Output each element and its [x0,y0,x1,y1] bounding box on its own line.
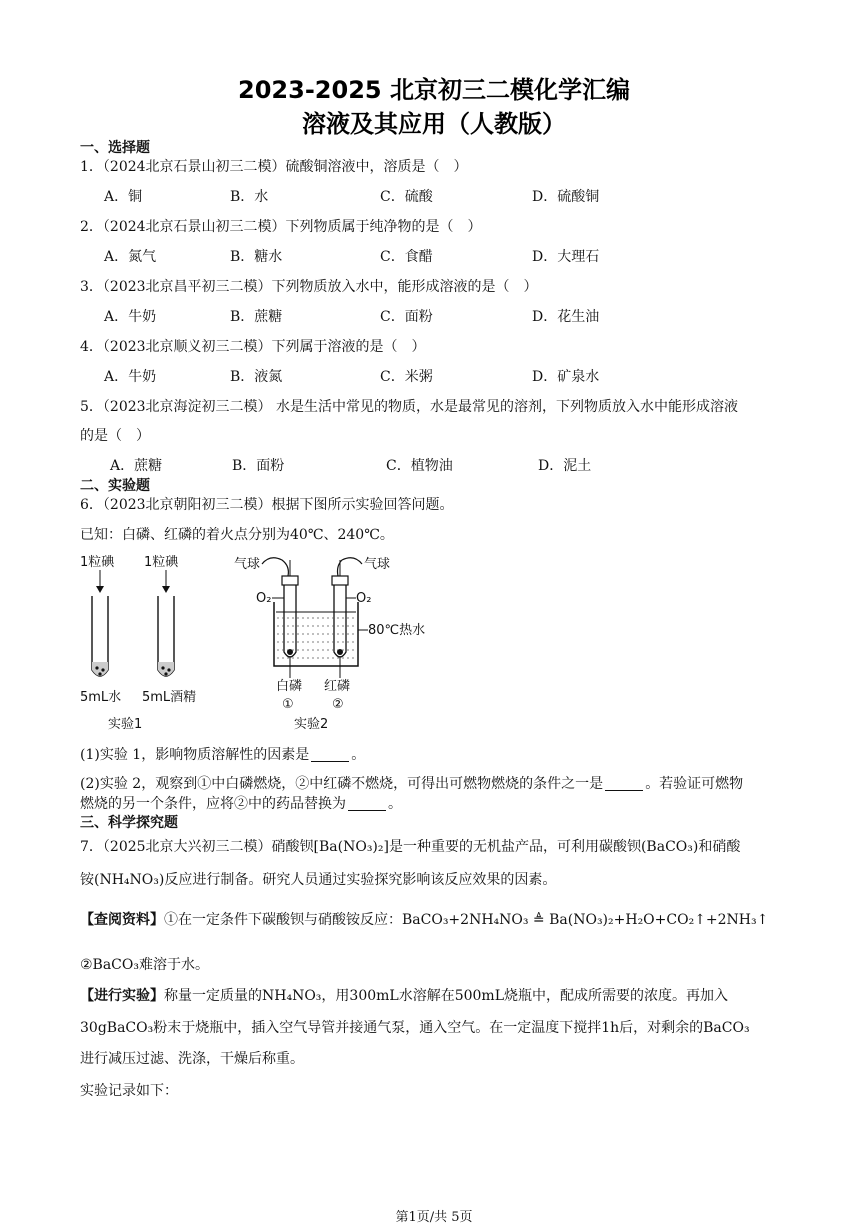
q5-option-a: A．蔗糖 [110,458,163,474]
stopper-right [332,576,348,585]
marker-1: ① [282,697,294,712]
question-6-stem: 6．（2023北京朝阳初三二模）根据下图所示实验回答问题。 [80,497,454,513]
stopper-left [282,576,298,585]
experiment-procedure-label: 【进行实验】 [80,988,164,1004]
section-heading-experiment: 二、实验题 [80,478,150,494]
section-heading-choice: 一、选择题 [80,140,150,156]
page-footer: 第1页/共 5页 [395,1210,473,1225]
q6-part2-end: 。 [388,796,402,812]
experiment-record-label: 实验记录如下： [80,1083,178,1099]
experiment-procedure-line1 [80,985,728,1005]
answer-blank[interactable] [605,776,643,791]
q3-option-a: A．牛奶 [104,309,157,325]
question-4-options [104,366,744,386]
section-heading-inquiry: 三、科学探究题 [80,815,178,831]
q6-part2-mid: 。若验证可燃物 [645,776,744,792]
question-7-line1: 7．（2025北京大兴初三二模）硝酸钡[Ba(NO₃)₂]是一种重要的无机盐产品，可利用碳酸钡(BaCO₃)和硝酸 [80,839,741,855]
tube2-top-label: 1粒碘 [144,555,179,570]
q1-option-a: A．铜 [104,189,143,205]
reaction-tube-2 [334,585,346,657]
question-3-stem: 3．（2023北京昌平初三二模）下列物质放入水中，能形成溶液的是（ ） [80,279,538,295]
balloon-left [262,558,288,576]
q4-option-b: B．液氮 [230,369,283,385]
q5-option-d: D．泥土 [538,458,592,474]
balloon-right-label: 气球 [364,557,391,572]
question-6-known: 已知：白磷、红磷的着火点分别为40℃、240℃。 [80,527,394,543]
question-1-stem: 1．（2024北京石景山初三二模）硫酸铜溶液中，溶质是（ ） [80,159,468,175]
question-7-line2: 铵(NH₄NO₃)反应进行制备。研究人员通过实验探究影响该反应效果的因素。 [80,872,557,888]
q1-option-b: B．水 [230,189,269,205]
question-6-part-1 [80,744,365,764]
experiment-2-label: 实验2 [294,717,329,732]
question-5-stem-line1: 5．（2023北京海淀初三二模） 水是生活中常见的物质，水是最常见的溶剂，下列物质放入水中能形成溶液 [80,399,738,415]
page-title-line1: 2023-2025 北京初三二模化学汇编 [238,76,630,104]
q4-option-c: C．米粥 [380,369,433,385]
balloon-left-label: 气球 [234,557,261,572]
procedure-text-1: 称量一定质量的NH₄NO₃，用300mL水溶解在500mL烧瓶中，配成所需要的浓度。再加入 [164,988,728,1004]
white-phosphorus-label: 白磷 [276,679,303,694]
balloon-right [338,558,363,576]
o2-left-label: O₂ [256,591,272,606]
q6-part1-text: (1)实验 1，影响物质溶解性的因素是 [80,747,310,763]
question-2-stem: 2．（2024北京石景山初三二模）下列物质属于纯净物的是（ ） [80,219,482,235]
q2-option-d: D．大理石 [532,249,600,265]
q4-option-a: A．牛奶 [104,369,157,385]
q6-part1-end: 。 [351,747,366,763]
answer-blank[interactable] [348,796,386,811]
q1-option-c: C．硫酸 [380,189,433,205]
question-5-stem-line2: 的是（ ） [80,428,150,444]
reaction-tube-1 [284,585,296,657]
tube1-top-label: 1粒碘 [80,555,115,570]
q6-part2-text: (2)实验 2，观察到①中白磷燃烧，②中红磷不燃烧，可得出可燃物燃烧的条件之一是 [80,776,604,792]
reaction-equation: ①在一定条件下碳酸钡与硝酸铵反应：BaCO₃+2NH₄NO₃ ≜ Ba(NO₃)₂+H₂O+CO₂↑+2NH₃↑ [164,912,769,928]
tube2-bottom-label: 5mL酒精 [142,690,197,705]
question-6-part-2-line1 [80,773,743,793]
q3-option-d: D．花生油 [532,309,600,325]
q2-option-c: C．食醋 [380,249,433,265]
o2-right-label: O₂ [356,591,372,606]
q2-option-a: A．氮气 [104,249,157,265]
reference-info-label: 【查阅资料】 [80,912,164,928]
page-title-line2: 溶液及其应用（人教版） [302,110,566,138]
tube1-bottom-label: 5mL水 [80,690,122,705]
reference-info-line1 [80,909,768,929]
q2-option-b: B．糖水 [230,249,283,265]
hot-water-label: 80℃热水 [368,623,426,638]
experiment-figure [76,548,446,736]
question-6-part-2-line2 [80,793,402,813]
q5-option-b: B．面粉 [232,458,285,474]
experiment-1-label: 实验1 [108,717,143,732]
q5-option-c: C．植物油 [386,458,453,474]
marker-2: ② [332,697,344,712]
q3-option-b: B．蔗糖 [230,309,283,325]
reference-info-line2: ②BaCO₃难溶于水。 [80,957,209,973]
q6-part2-text2: 燃烧的另一个条件，应将②中的药品替换为 [80,796,346,812]
question-2-options [104,246,744,266]
question-1-options [104,186,744,206]
question-5-options [110,455,750,475]
q3-option-c: C．面粉 [380,309,433,325]
q4-option-d: D．矿泉水 [532,369,600,385]
red-phosphorus-label: 红磷 [324,679,351,694]
question-3-options [104,306,744,326]
answer-blank[interactable] [311,747,349,762]
question-4-stem: 4．（2023北京顺义初三二模）下列属于溶液的是（ ） [80,339,426,355]
q1-option-d: D．硫酸铜 [532,189,600,205]
experiment-procedure-line3: 进行减压过滤、洗涤，干燥后称重。 [80,1051,304,1067]
experiment-procedure-line2: 30gBaCO₃粉末于烧瓶中，插入空气导管并接通气泵，通入空气。在一定温度下搅拌1h后，对剩余的BaCO₃ [80,1020,750,1036]
